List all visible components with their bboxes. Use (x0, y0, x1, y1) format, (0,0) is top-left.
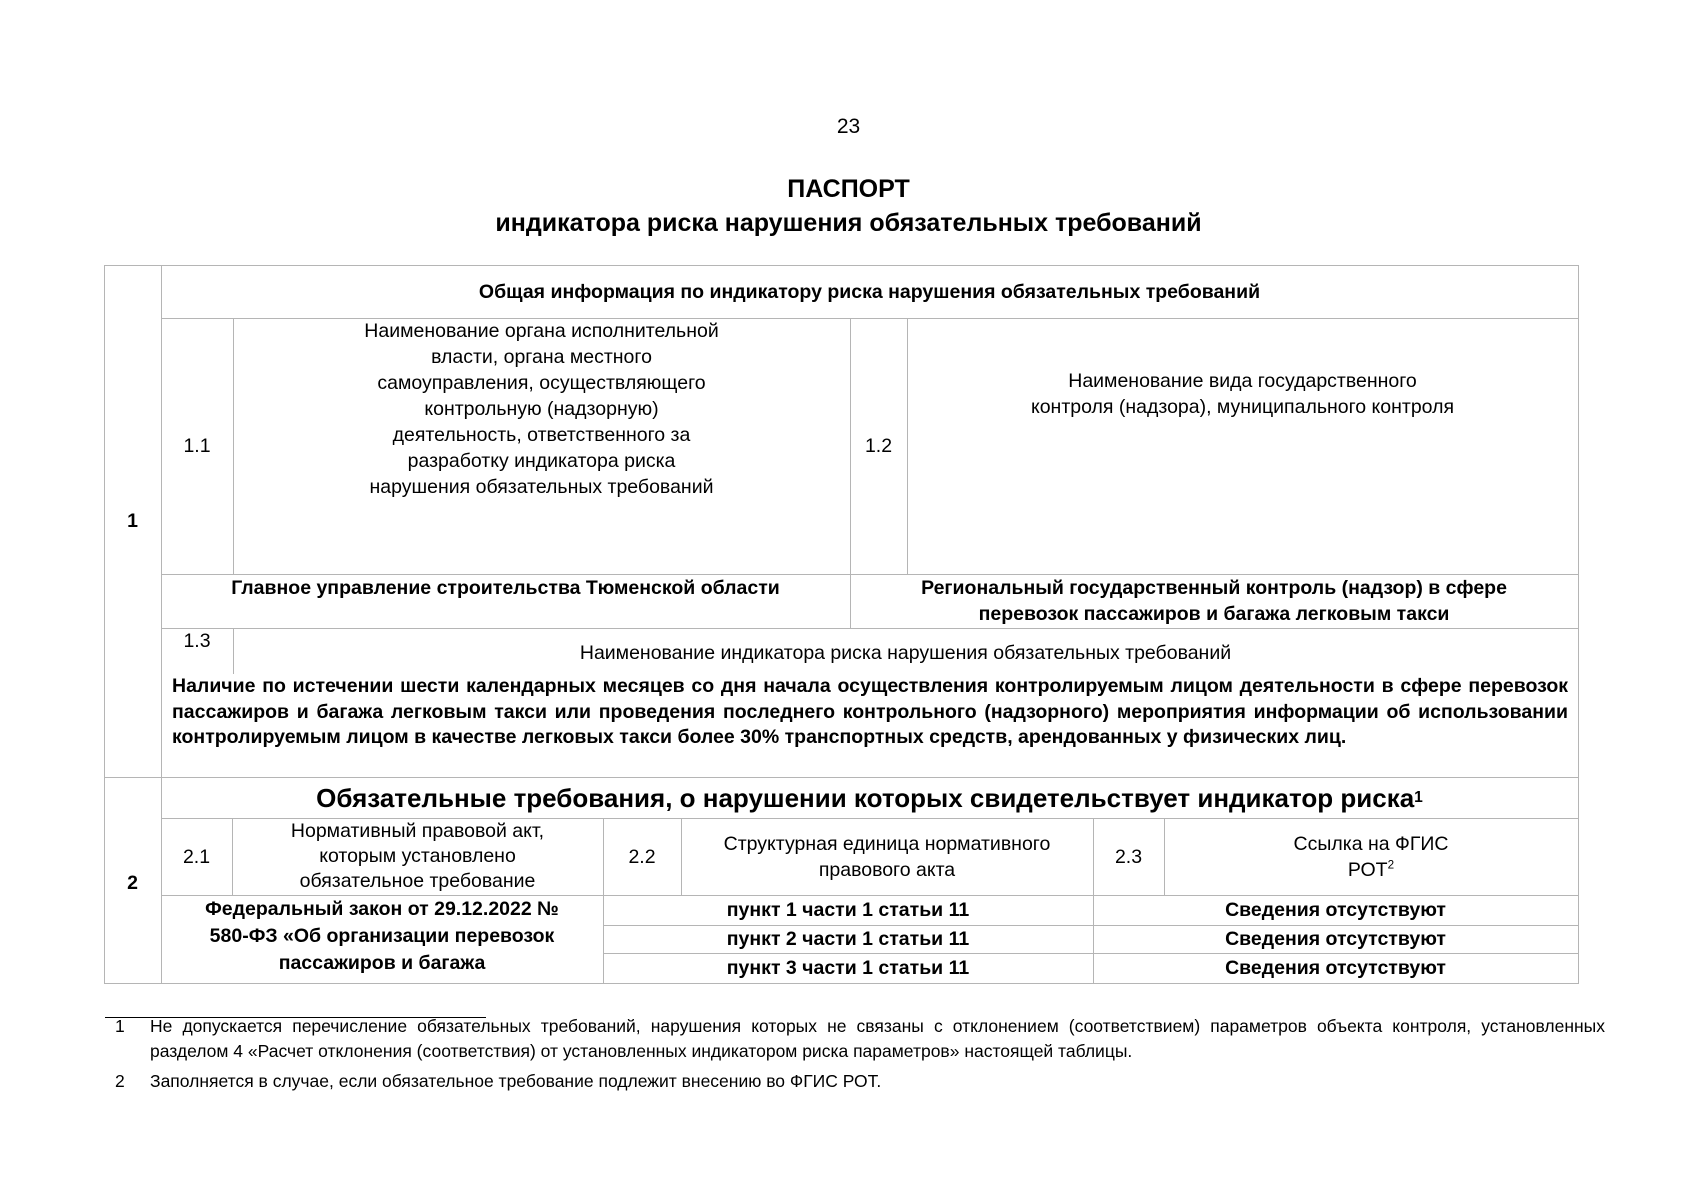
col-2-3-label-text: Ссылка на ФГИС РОТ (1293, 832, 1449, 881)
document-subtitle: индикатора риска нарушения обязательных требований (495, 209, 1202, 237)
footnote-2 (115, 1069, 1605, 1094)
col-2-1-label: Нормативный правовой акт, которым установлено обязательное требование (290, 820, 545, 892)
col-2-2-number: 2.2 (628, 845, 656, 868)
item-1-1-number: 1.1 (183, 435, 211, 457)
item-1-2-label: Наименование вида государственного контроля (надзора), муниципального контроля (1030, 370, 1455, 418)
footnote-1 (115, 1014, 1605, 1064)
col-2-2-label: Структурная единица нормативного правового акта (723, 832, 1051, 881)
footnote-1-text: Не допускается перечисление обязательных требований, нарушения которых не связаны с отклонением (соответствием) параметров объекта контроля, установленных разделом 4 «Расчет отклонения (соответствия) от установленных индикатором риска параметров» настоящей таблицы. (150, 1016, 1605, 1061)
footnote-2-number: 2 (115, 1071, 125, 1091)
col-2-3-label (1164, 818, 1578, 895)
section-2-header: Обязательные требования, о нарушении которых свидетельствует индикатор риска 1 (316, 782, 1423, 813)
table-row-3-unit: пункт 3 части 1 статьи 11 (726, 957, 970, 979)
item-1-3-label: Наименование индикатора риска нарушения обязательных требований (579, 642, 1232, 664)
table-row-2-link: Сведения отсутствуют (1225, 928, 1446, 950)
page-number: 23 (836, 115, 861, 138)
item-1-2-value: Региональный государственный контроль (надзор) в сфере перевозок пассажиров и багажа легковым такси (921, 577, 1507, 625)
item-1-3-value: Наличие по истечении шести календарных месяцев со дня начала осуществления контролируемым лицом деятельности в сфере перевозок пассажиров и багажа легковым такси или проведения последнего контрольного (надзорного) мероприятия информации об использовании контролируемым лицом в качестве легковых такси более 30% транспортных средств, арендованных у физических лиц. (172, 675, 1568, 748)
legal-act-value: Федеральный закон от 29.12.2022 № 580-ФЗ «Об организации перевозок пассажиров и багажа (205, 898, 559, 974)
footnote-ref-2: 2 (1387, 858, 1395, 871)
table-row-1-link: Сведения отсутствуют (1225, 899, 1446, 921)
col-2-1-number: 2.1 (182, 845, 211, 868)
section-1-header: Общая информация по индикатору риска нарушения обязательных требований (478, 280, 1261, 303)
item-1-3-number: 1.3 (183, 630, 211, 652)
document-title: ПАСПОРТ (787, 175, 910, 203)
footnote-2-text: Заполняется в случае, если обязательное требование подлежит внесению во ФГИС РОТ. (150, 1071, 882, 1091)
item-1-2-number: 1.2 (864, 435, 893, 457)
section-1-number: 1 (127, 510, 138, 532)
footnote-1-number: 1 (115, 1016, 125, 1036)
table-row-3-link: Сведения отсутствуют (1225, 957, 1446, 979)
table-row-2-unit: пункт 2 части 1 статьи 11 (726, 928, 970, 950)
item-1-1-label: Наименование органа исполнительной власти, органа местного самоуправления, осуществляющего контрольную (надзорную) деятельность, ответственного за разработку индикатора риска нарушения обязательных требований (364, 320, 719, 498)
table-row-1-unit: пункт 1 части 1 статьи 11 (726, 899, 970, 921)
col-2-3-number: 2.3 (1114, 845, 1143, 868)
item-1-1-value: Главное управление строительства Тюменской области (231, 577, 780, 599)
section-2-header-text: Обязательные требования, о нарушении которых свидетельствует индикатор риска (316, 782, 1415, 813)
section-2-number: 2 (127, 872, 138, 894)
